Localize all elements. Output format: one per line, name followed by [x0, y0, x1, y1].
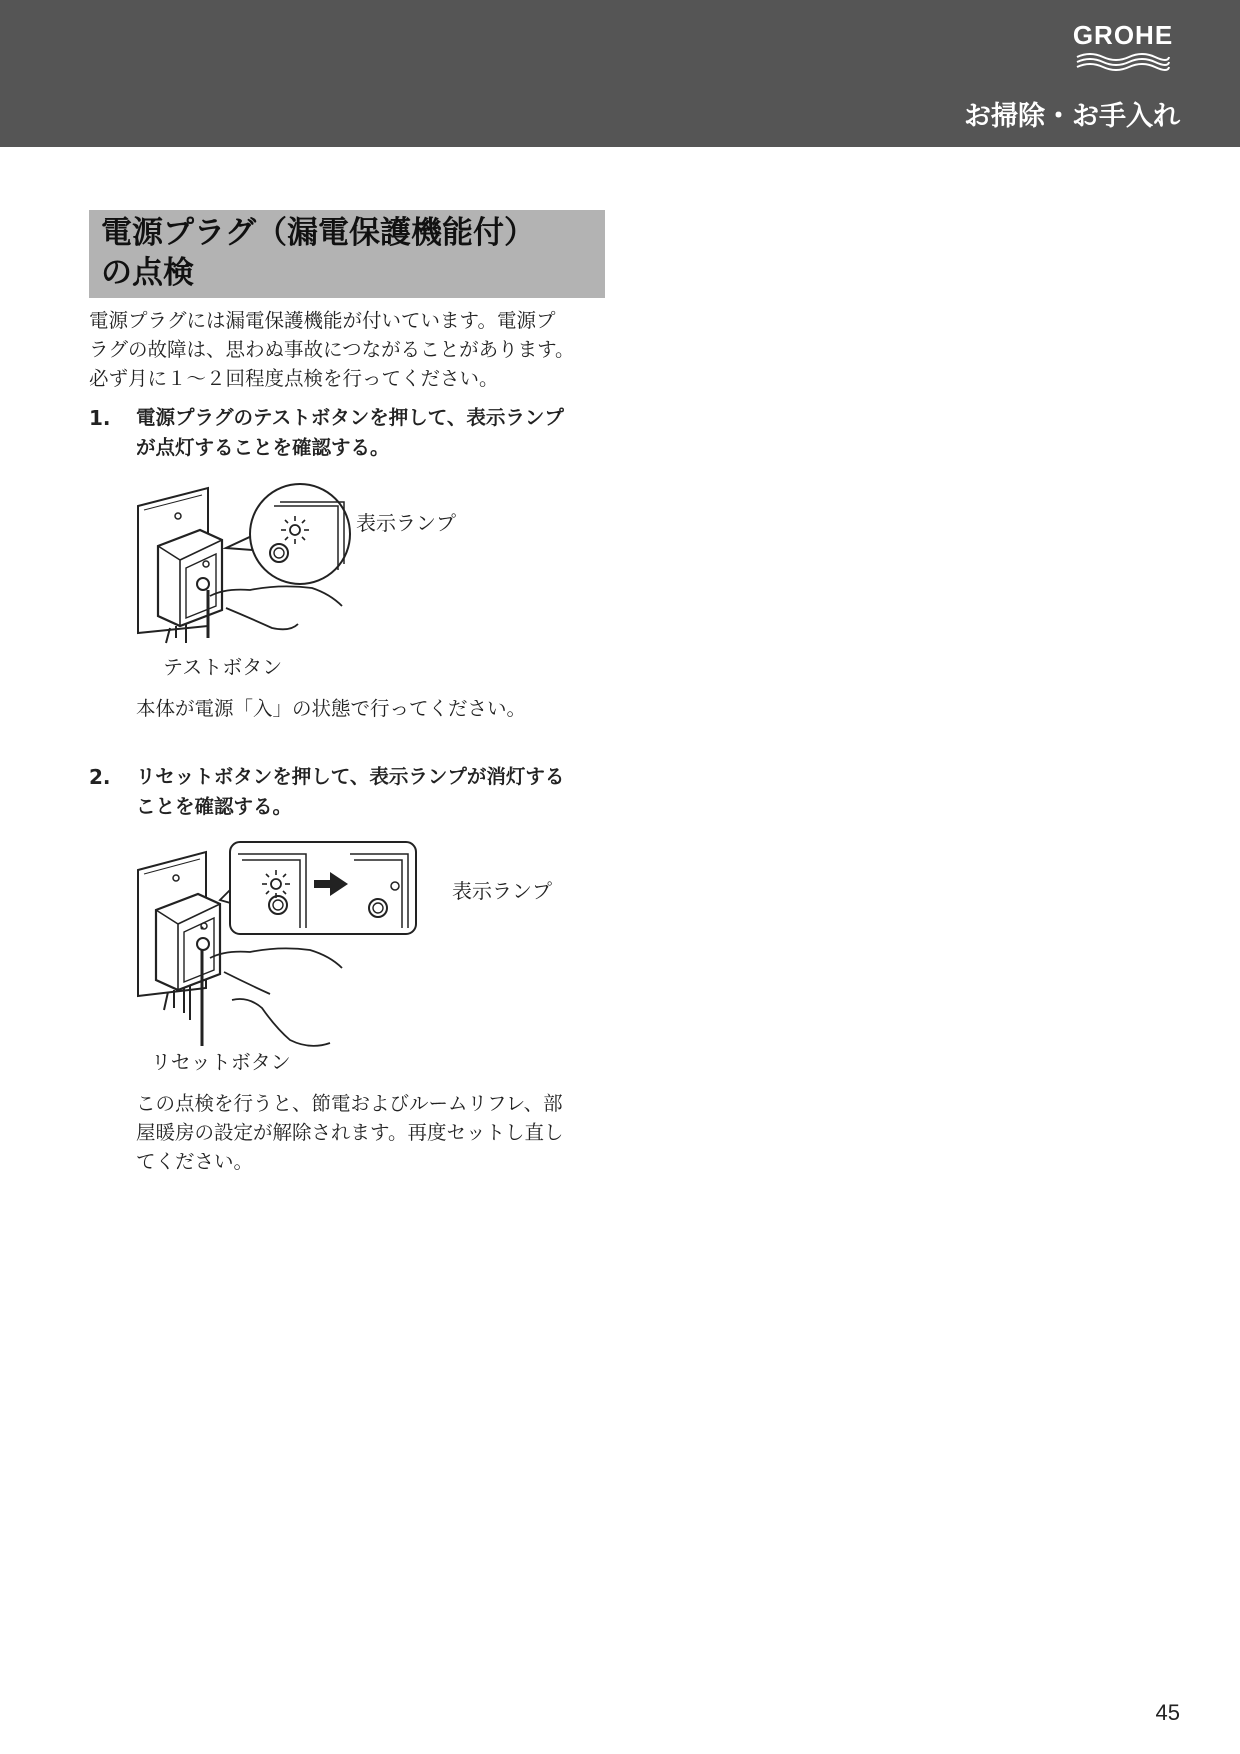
- plug-reset-illustration: [130, 838, 450, 1048]
- lamp-label-2: 表示ランプ: [452, 879, 552, 903]
- intro-paragraph: [89, 306, 609, 393]
- reset-button-label: リセットボタン: [151, 1050, 291, 1074]
- plug-test-illustration: [130, 478, 360, 648]
- intro-line-3: 必ず月に１～２回程度点検を行ってください。: [89, 367, 499, 390]
- step-1-note: 本体が電源「入」の状態で行ってください。: [136, 697, 527, 720]
- page-number: 45: [1155, 1700, 1180, 1725]
- step-2-note-line-1: この点検を行うと、節電およびルームリフレ、部: [136, 1092, 563, 1115]
- step-1-line-2: が点灯することを確認する。: [136, 436, 390, 459]
- step-2-number: 2.: [89, 765, 111, 789]
- brand-name: GROHE: [1072, 20, 1174, 50]
- step-2-note-line-2: 屋暖房の設定が解除されます。再度セットし直し: [136, 1121, 564, 1144]
- section-label: お掃除・お手入れ: [964, 101, 1180, 132]
- test-button-label: テストボタン: [163, 655, 283, 679]
- step-2-note-line-3: てください。: [136, 1150, 254, 1173]
- step-2-text: [136, 762, 616, 822]
- step-2-line-2: ことを確認する。: [136, 795, 293, 818]
- step-2-note: [136, 1089, 606, 1176]
- lamp-label-1: 表示ランプ: [356, 511, 456, 535]
- page-header: [0, 0, 1240, 147]
- step-1-line-1: 電源プラグのテストボタンを押して、表示ランプ: [136, 406, 564, 429]
- brand-logo: [1068, 20, 1178, 71]
- step-2-line-1: リセットボタンを押して、表示ランプが消灯する: [136, 765, 565, 788]
- grohe-wave-icon: [1073, 51, 1173, 71]
- intro-line-1: 電源プラグには漏電保護機能が付いています。電源プ: [89, 309, 556, 332]
- title-line-2: の点検: [101, 255, 194, 291]
- title-line-1: 電源プラグ（漏電保護機能付）: [101, 215, 535, 251]
- intro-line-2: ラグの故障は、思わぬ事故につながることがあります。: [89, 338, 575, 361]
- step-1-number: 1.: [89, 406, 111, 430]
- step-1-text: [136, 403, 616, 463]
- section-title: [89, 210, 605, 298]
